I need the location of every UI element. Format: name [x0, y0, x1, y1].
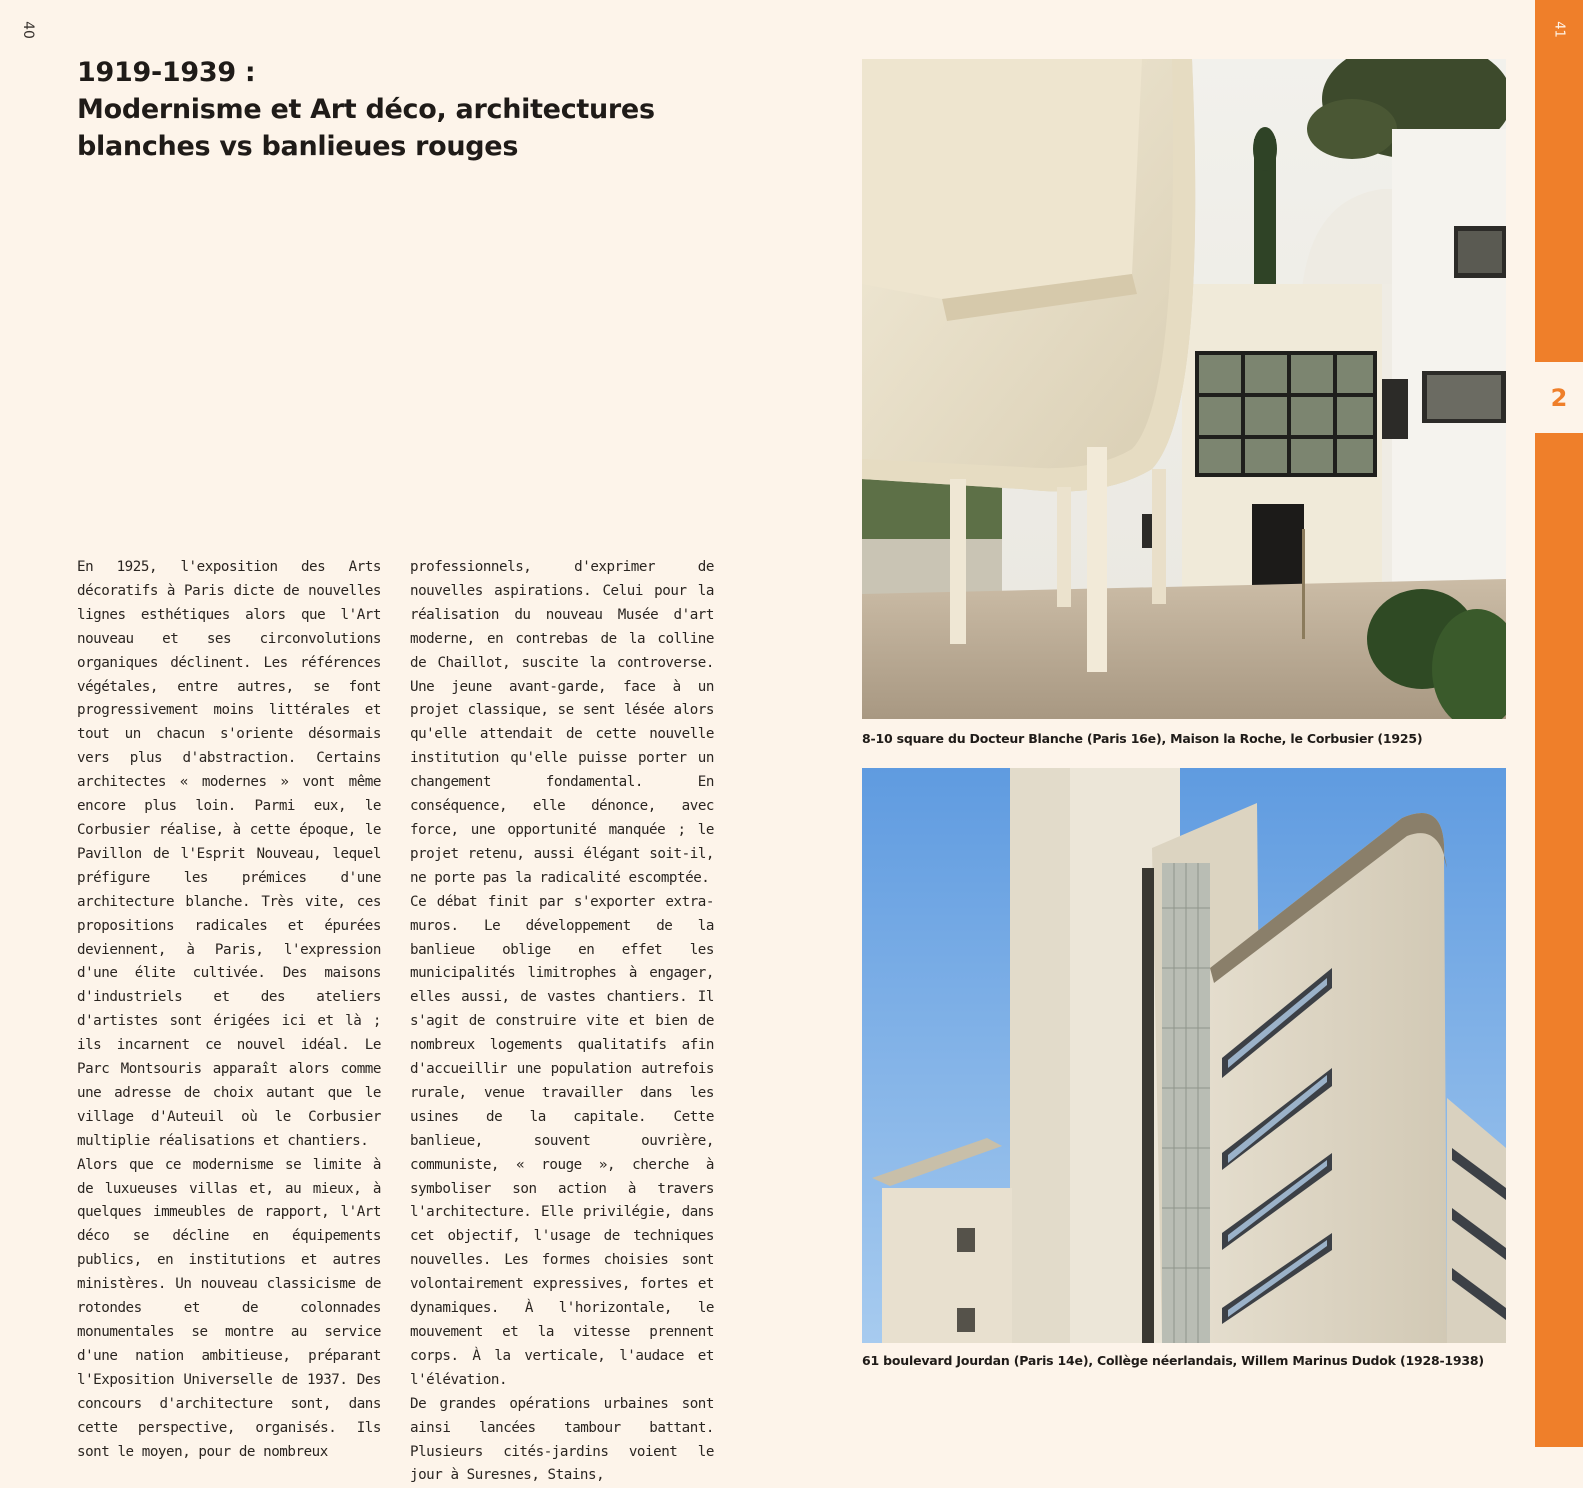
- text-column-1: [77, 556, 381, 1464]
- photo-caption-2: 61 boulevard Jourdan (Paris 14e), Collège néerlandais, Willem Marinus Dudok (1928-1938): [862, 1353, 1484, 1368]
- paragraph: En 1925, l'exposition des Arts décoratifs à Paris dicte de nouvelles lignes esthétiques alors que l'Art nouveau et ses circonvolutions organiques déclinent. Les références végétales, entre autres, se font progressivement moins littérales et tout un chacun s'oriente désormais vers plus d'abstraction. Certains architectes « modernes » vont même encore plus loin. Parmi eux, le Corbusier réalise, à cette époque, le Pavillon de l'Esprit Nouveau, lequel préfigure les prémices d'une architecture blanche. Très vite, ces propositions radicales et épurées deviennent, à Paris, l'expression d'une élite cultivée. Des maisons d'industriels et des ateliers d'artistes sont érigées ici et là ; ils incarnent ce nouvel idéal. Le Parc Montsouris apparaît alors comme une adresse de choix autant que le village d'Auteuil où le Corbusier multiplie réalisations et chantiers.: [77, 559, 381, 1149]
- page-title: [77, 54, 655, 165]
- photo-college-neerlandais: [862, 768, 1506, 1343]
- page-number-left: 40: [19, 21, 36, 39]
- page-number-right: 41: [1551, 21, 1567, 38]
- chapter-sidebar: [1535, 0, 1583, 1447]
- photo-maison-la-roche: [862, 59, 1506, 719]
- title-line-1: 1919-1939 :: [77, 57, 256, 88]
- text-column-2: [410, 556, 714, 1488]
- paragraph: Alors que ce modernisme se limite à de luxueuses villas et, au mieux, à quelques immeubles de rapport, l'Art déco se décline en équipements publics, en institutions et autres ministères. Un nouveau classicisme de rotondes et de colonnades monumentales se montre au service d'une nation ambitieuse, préparant l'Exposition Universelle de 1937. Des concours d'architecture sont, dans cette perspective, organisés. Ils sont le moyen, pour de nombreux: [77, 1156, 381, 1460]
- paragraph: Ce débat finit par s'exporter extra-muros. Le développement de la banlieue oblige en effet les municipalités limitrophes à engager, elles aussi, de vastes chantiers. Il s'agit de construire vite et bien de nombreux logements qualitatifs afin d'accueillir une population autrefois rurale, venue travailler dans les usines de la capitale. Cette banlieue, souvent ouvrière, communiste, « rouge », cherche à symboliser son action à travers l'architecture. Elle privilégie, dans cet objectif, l'usage de techniques nouvelles. Les formes choisies sont volontairement expressives, fortes et dynamiques. À l'horizontale, le mouvement et la vitesse prennent corps. À la verticale, l'audace et l'élévation.: [410, 893, 714, 1388]
- paragraph: professionnels, d'exprimer de nouvelles aspirations. Celui pour la réalisation du nouveau Musée d'art moderne, en contrebas de la colline de Chaillot, suscite la controverse. Une jeune avant-garde, face à un projet classique, se sent lésée alors qu'elle attendait de cette nouvelle institution qu'elle puisse porter un changement fondamental. En conséquence, elle dénonce, avec force, une opportunité manquée ; le projet retenu, aussi élégant soit-il, ne porte pas la radicalité escomptée.: [410, 559, 714, 886]
- title-line-3: blanches vs banlieues rouges: [77, 131, 519, 162]
- chapter-tab: [1535, 362, 1583, 433]
- chapter-number: 2: [1550, 383, 1568, 412]
- photo-caption-1: 8-10 square du Docteur Blanche (Paris 16e), Maison la Roche, le Corbusier (1925): [862, 731, 1423, 746]
- title-line-2: Modernisme et Art déco, architectures: [77, 94, 655, 125]
- paragraph: De grandes opérations urbaines sont ainsi lancées tambour battant. Plusieurs cités-jardins voient le jour à Suresnes, Stains,: [410, 1395, 714, 1484]
